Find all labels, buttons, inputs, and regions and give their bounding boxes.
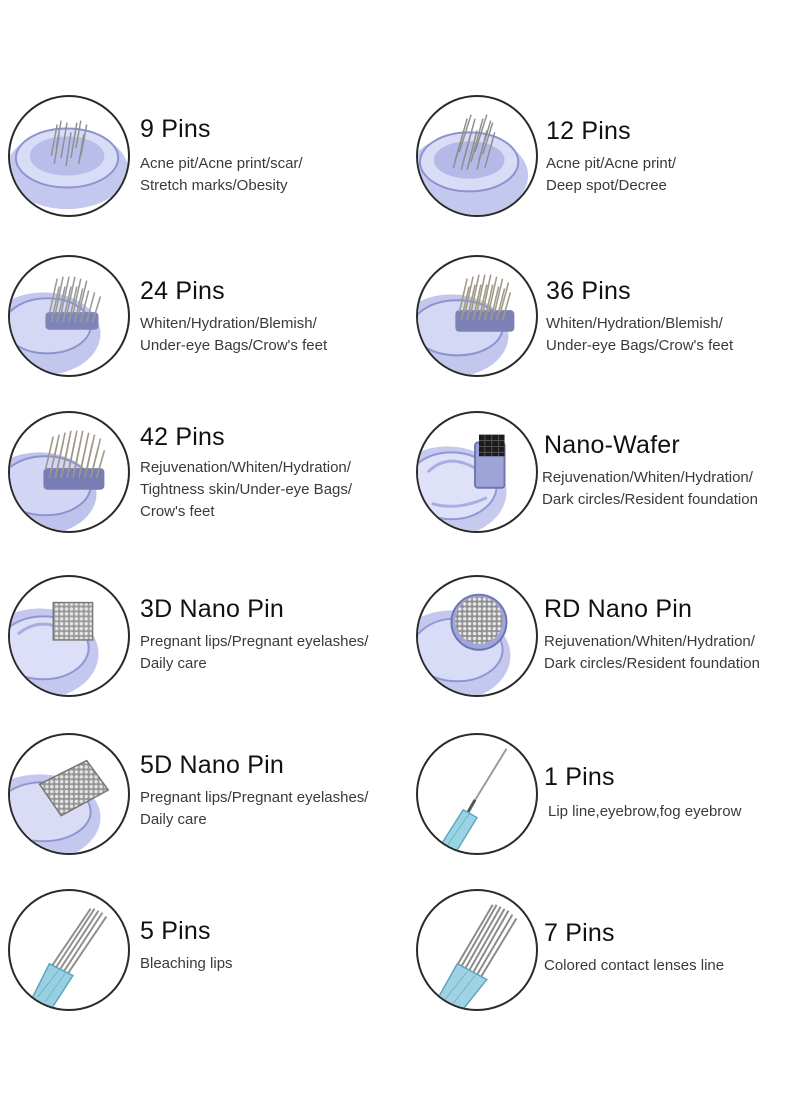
needle-item-nano-wafer	[400, 411, 800, 551]
5d-nano-pin-cartridge-icon	[8, 733, 130, 855]
needle-item-24-pins	[0, 255, 400, 395]
item-description: Rejuvenation/Whiten/Hydration/ Tightness skin/Under-eye Bags/ Crow's feet	[140, 459, 353, 520]
needle-item-5d-nano-pin	[0, 733, 400, 873]
item-description: Acne pit/Acne print/ Deep spot/Decree	[546, 155, 677, 194]
needle-item-3d-nano-pin	[0, 575, 400, 715]
needle-item-36-pins	[400, 255, 800, 395]
item-description: Pregnant lips/Pregnant eyelashes/ Daily care	[140, 633, 369, 672]
item-title: 9 Pins	[140, 115, 211, 143]
36-pin-cartridge-icon	[416, 255, 538, 377]
24-pin-cartridge-icon	[8, 255, 130, 377]
9-pin-cartridge-icon	[8, 95, 130, 217]
item-title: RD Nano Pin	[544, 595, 693, 623]
item-title: 12 Pins	[546, 117, 631, 145]
3d-nano-pin-cartridge-icon	[8, 575, 130, 697]
item-description: Rejuvenation/Whiten/Hydration/ Dark circles/Resident foundation	[544, 633, 760, 672]
needle-item-7-pins	[400, 889, 800, 1029]
item-title: 5 Pins	[140, 917, 211, 945]
item-description: Colored contact lenses line	[544, 957, 725, 974]
12-pin-cartridge-icon	[416, 95, 538, 217]
item-title: 5D Nano Pin	[140, 751, 284, 779]
item-description: Bleaching lips	[140, 955, 233, 972]
item-title: 7 Pins	[544, 919, 615, 947]
needle-item-12-pins	[400, 95, 800, 235]
item-description: Whiten/Hydration/Blemish/ Under-eye Bags/Crow's feet	[140, 315, 328, 354]
item-description: Whiten/Hydration/Blemish/ Under-eye Bags/Crow's feet	[546, 315, 734, 354]
needle-item-1-pins	[400, 733, 800, 873]
needle-item-5-pins	[0, 889, 400, 1029]
needle-item-rd-nano-pin	[400, 575, 800, 715]
7-pin-needle-icon	[416, 889, 538, 1011]
item-title: 3D Nano Pin	[140, 595, 284, 623]
42-pin-cartridge-icon	[8, 411, 130, 533]
item-description: Acne pit/Acne print/scar/ Stretch marks/Obesity	[140, 155, 303, 194]
item-title: Nano-Wafer	[544, 431, 680, 459]
item-title: 42 Pins	[140, 423, 225, 451]
item-description: Lip line,eyebrow,fog eyebrow	[548, 803, 742, 820]
item-description: Rejuvenation/Whiten/Hydration/ Dark circles/Resident foundation	[542, 469, 758, 508]
item-title: 24 Pins	[140, 277, 225, 305]
item-title: 36 Pins	[546, 277, 631, 305]
needle-item-42-pins	[0, 411, 400, 551]
nano-wafer-cartridge-icon	[416, 411, 538, 533]
1-pin-needle-icon	[416, 733, 538, 855]
5-pin-needle-icon	[8, 889, 130, 1011]
needle-item-9-pins	[0, 95, 400, 235]
rd-nano-pin-cartridge-icon	[416, 575, 538, 697]
item-title: 1 Pins	[544, 763, 615, 791]
item-description: Pregnant lips/Pregnant eyelashes/ Daily care	[140, 789, 369, 828]
